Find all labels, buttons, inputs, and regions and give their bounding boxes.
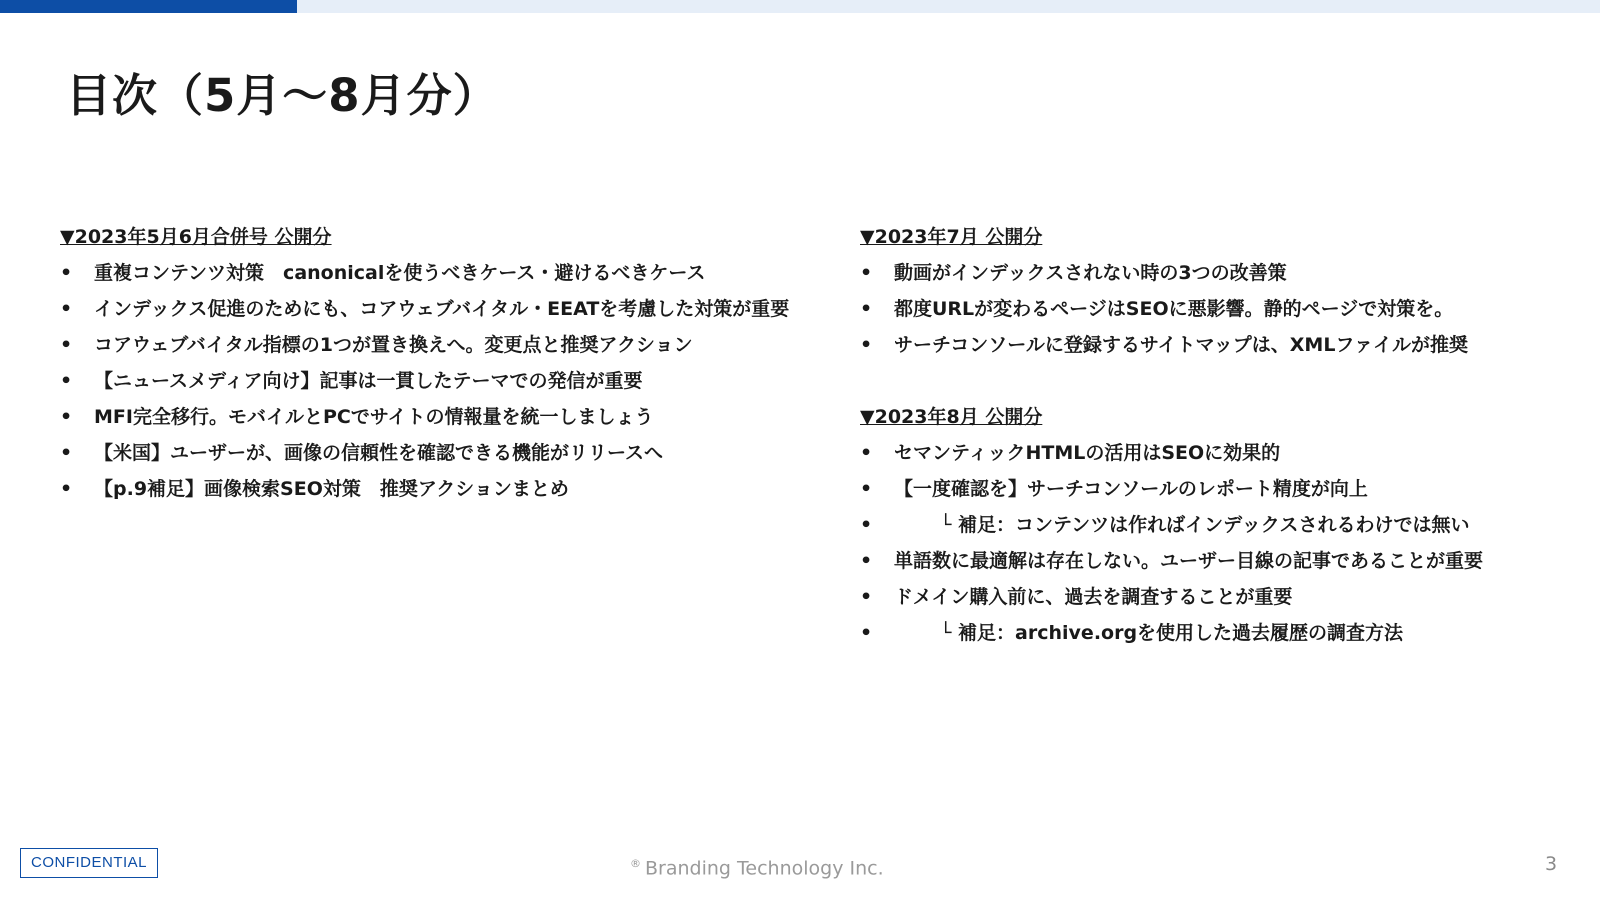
bullet-icon: • bbox=[860, 478, 873, 500]
list-item-text: 重複コンテンツ対策 canonicalを使うべきケース・避けるべきケース bbox=[94, 262, 706, 284]
list-item bbox=[860, 471, 1580, 507]
article-list bbox=[860, 255, 1580, 363]
section-heading: ▼2023年5月6月合併号 公開分 bbox=[60, 226, 332, 248]
list-item bbox=[860, 255, 1580, 291]
bullet-icon: • bbox=[860, 622, 873, 644]
list-item bbox=[60, 363, 820, 399]
list-item-text: 【一度確認を】サーチコンソールのレポート精度が向上 bbox=[894, 478, 1368, 500]
list-item bbox=[60, 435, 820, 471]
list-item-text: 【ニュースメディア向け】記事は一貫したテーマでの発信が重要 bbox=[94, 370, 643, 392]
top-bar bbox=[0, 0, 1600, 13]
bullet-icon: • bbox=[60, 298, 73, 320]
registered-mark-icon: ® bbox=[630, 857, 641, 870]
list-item bbox=[60, 291, 820, 327]
list-item-text: コアウェブバイタル指標の1つが置き換えへ。変更点と推奨アクション bbox=[94, 334, 693, 356]
bullet-icon: • bbox=[60, 262, 73, 284]
copyright-text: Branding Technology Inc. bbox=[645, 857, 884, 880]
section-heading: ▼2023年8月 公開分 bbox=[860, 406, 1043, 428]
section-heading: ▼2023年7月 公開分 bbox=[860, 226, 1043, 248]
list-item bbox=[860, 327, 1580, 363]
section-2023-august bbox=[860, 399, 1580, 651]
bullet-icon: • bbox=[60, 334, 73, 356]
list-item bbox=[860, 435, 1580, 471]
confidential-badge: CONFIDENTIAL bbox=[20, 848, 158, 878]
list-item bbox=[860, 543, 1580, 579]
section-2023-july bbox=[860, 219, 1580, 363]
article-list bbox=[60, 255, 820, 507]
list-item-sub bbox=[860, 615, 1580, 651]
list-item-text: インデックス促進のためにも、コアウェブバイタル・EEATを考慮した対策が重要 bbox=[94, 298, 790, 320]
list-item-text: サーチコンソールに登録するサイトマップは、XMLファイルが推奨 bbox=[894, 334, 1469, 356]
list-item bbox=[860, 579, 1580, 615]
list-item-text: └ 補足：コンテンツは作ればインデックスされるわけでは無い bbox=[940, 514, 1470, 536]
list-item-text: 都度URLが変わるページはSEOに悪影響。静的ページで対策を。 bbox=[894, 298, 1454, 320]
slide-title: 目次（5月～8月分） bbox=[66, 69, 499, 122]
bullet-icon: • bbox=[860, 514, 873, 536]
list-item bbox=[60, 327, 820, 363]
top-bar-accent bbox=[0, 0, 297, 13]
list-item-text: └ 補足：archive.orgを使用した過去履歴の調査方法 bbox=[940, 622, 1404, 644]
right-column bbox=[860, 219, 1580, 687]
bullet-icon: • bbox=[60, 442, 73, 464]
list-item-text: 動画がインデックスされない時の3つの改善策 bbox=[894, 262, 1287, 284]
list-item-text: 【米国】ユーザーが、画像の信頼性を確認できる機能がリリースへ bbox=[94, 442, 664, 464]
bullet-icon: • bbox=[860, 262, 873, 284]
list-item-text: MFI完全移行。モバイルとPCでサイトの情報量を統一しましょう bbox=[94, 406, 654, 428]
bullet-icon: • bbox=[860, 586, 873, 608]
bullet-icon: • bbox=[860, 298, 873, 320]
bullet-icon: • bbox=[60, 370, 73, 392]
list-item-text: 単語数に最適解は存在しない。ユーザー目線の記事であることが重要 bbox=[894, 550, 1484, 572]
list-item bbox=[860, 291, 1580, 327]
bullet-icon: • bbox=[60, 406, 73, 428]
bullet-icon: • bbox=[860, 334, 873, 356]
list-item-text: ドメイン購入前に、過去を調査することが重要 bbox=[894, 586, 1293, 608]
list-item bbox=[60, 399, 820, 435]
copyright bbox=[630, 849, 970, 879]
page-number: 3 bbox=[1544, 853, 1558, 875]
list-item-text: 【p.9補足】画像検索SEO対策 推奨アクションまとめ bbox=[94, 478, 569, 500]
list-item-sub bbox=[860, 507, 1580, 543]
section-2023-may-june bbox=[60, 219, 820, 507]
list-item-text: セマンティックHTMLの活用はSEOに効果的 bbox=[894, 442, 1281, 464]
left-column bbox=[60, 219, 820, 543]
bullet-icon: • bbox=[860, 550, 873, 572]
list-item bbox=[60, 471, 820, 507]
article-list bbox=[860, 435, 1580, 651]
bullet-icon: • bbox=[60, 478, 73, 500]
bullet-icon: • bbox=[860, 442, 873, 464]
list-item bbox=[60, 255, 820, 291]
